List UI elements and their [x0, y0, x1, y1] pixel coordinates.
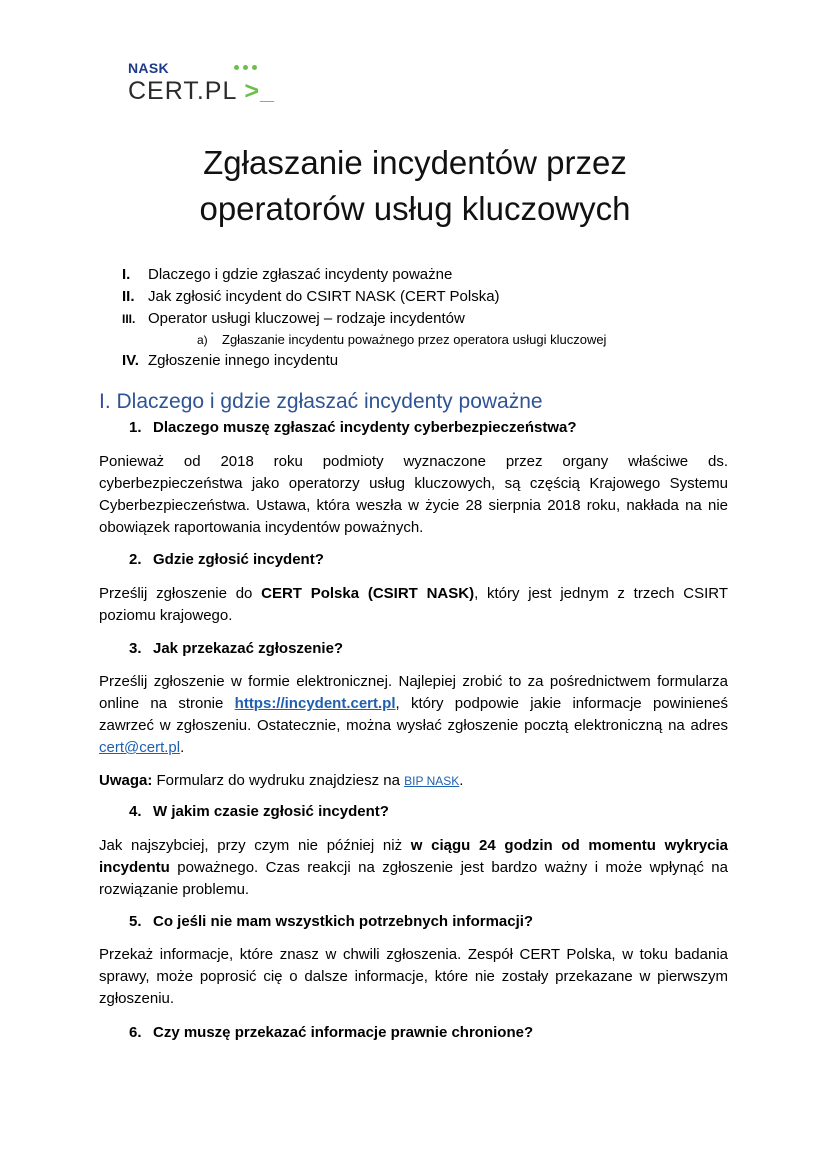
- answer-paragraph: Prześlij zgłoszenie w formie elektronicznej. Najlepiej zrobić to za pośrednictwem formularza online na stronie https://incydent.cert.pl, który podpowie jakie informacje powinieneś zawrzeć w zgłoszeniu. Ostatecznie, można wysłać zgłoszenie pocztą elektroniczną na adres cert@cert.pl.: [99, 673, 729, 756]
- answer-paragraph: Przekaż informacje, które znasz w chwili zgłoszenia. Zespół CERT Polska, w toku badania sprawy, może poprosić cię o dalsze informacje, które nie zostały przekazane w pierwszym zgłoszeniu.: [99, 946, 728, 1007]
- question-heading: 4. W jakim czasie zgłosić incydent?: [129, 803, 389, 820]
- logo-dots-icon: [234, 57, 261, 75]
- toc-subitem[interactable]: a) Zgłaszanie incydentu poważnego przez operatora usługi kluczowej: [197, 332, 607, 347]
- document-title: Zgłaszanie incydentów przez operatorów usług kluczowych: [199, 144, 631, 227]
- toc-item[interactable]: IV. Zgłoszenie innego incydentu: [122, 352, 339, 369]
- question-heading: 1. Dlaczego muszę zgłaszać incydenty cyberbezpieczeństwa?: [129, 419, 577, 436]
- toc-item[interactable]: III. Operator usługi kluczowej – rodzaje incydentów: [122, 310, 465, 327]
- email-link[interactable]: cert@cert.pl: [99, 739, 181, 756]
- nask-logo-text: NASK: [128, 60, 169, 76]
- toc-item[interactable]: I. Dlaczego i gdzie zgłaszać incydenty poważne: [122, 266, 453, 283]
- question-heading: 2. Gdzie zgłosić incydent?: [129, 551, 324, 568]
- section-heading: I. Dlaczego i gdzie zgłaszać incydenty poważne: [99, 390, 543, 413]
- cert-pl-logo: [128, 57, 275, 109]
- question-heading: 3. Jak przekazać zgłoszenie?: [129, 640, 344, 657]
- answer-paragraph: Ponieważ od 2018 roku podmioty wyznaczone przez organy właściwe ds. cyberbezpieczeństwa jako operatorzy usług kluczowych, są częścią Krajowego Systemu Cyberbezpieczeństwa. Ustawa, która weszła w życie 28 sierpnia 2018 roku, nakłada na nie obowiązek raportowania incydentów poważnych.: [99, 453, 728, 536]
- toc-item[interactable]: II. Jak zgłosić incydent do CSIRT NASK (CERT Polska): [122, 288, 500, 305]
- note-paragraph: Uwaga: Formularz do wydruku znajdziesz na BIP NASK.: [99, 772, 464, 789]
- incydent-link[interactable]: https://incydent.cert.pl: [234, 695, 396, 712]
- table-of-contents: [122, 264, 722, 372]
- bip-nask-link[interactable]: BIP NASK: [404, 774, 460, 788]
- question-heading: 6. Czy muszę przekazać informacje prawnie chronione?: [129, 1024, 534, 1041]
- answer-paragraph: Jak najszybciej, przy czym nie później niż w ciągu 24 godzin od momentu wykrycia incydentu poważnego. Czas reakcji na zgłoszenie jest bardzo ważny i może wpłynąć na rozwiązanie problemu.: [99, 837, 729, 898]
- cert-logo-text: CERT.PL >_: [128, 77, 275, 105]
- answer-paragraph: Prześlij zgłoszenie do CERT Polska (CSIRT NASK), który jest jednym z trzech CSIRT poziomu krajowego.: [99, 585, 728, 624]
- question-heading: 5. Co jeśli nie mam wszystkich potrzebnych informacji?: [129, 913, 534, 930]
